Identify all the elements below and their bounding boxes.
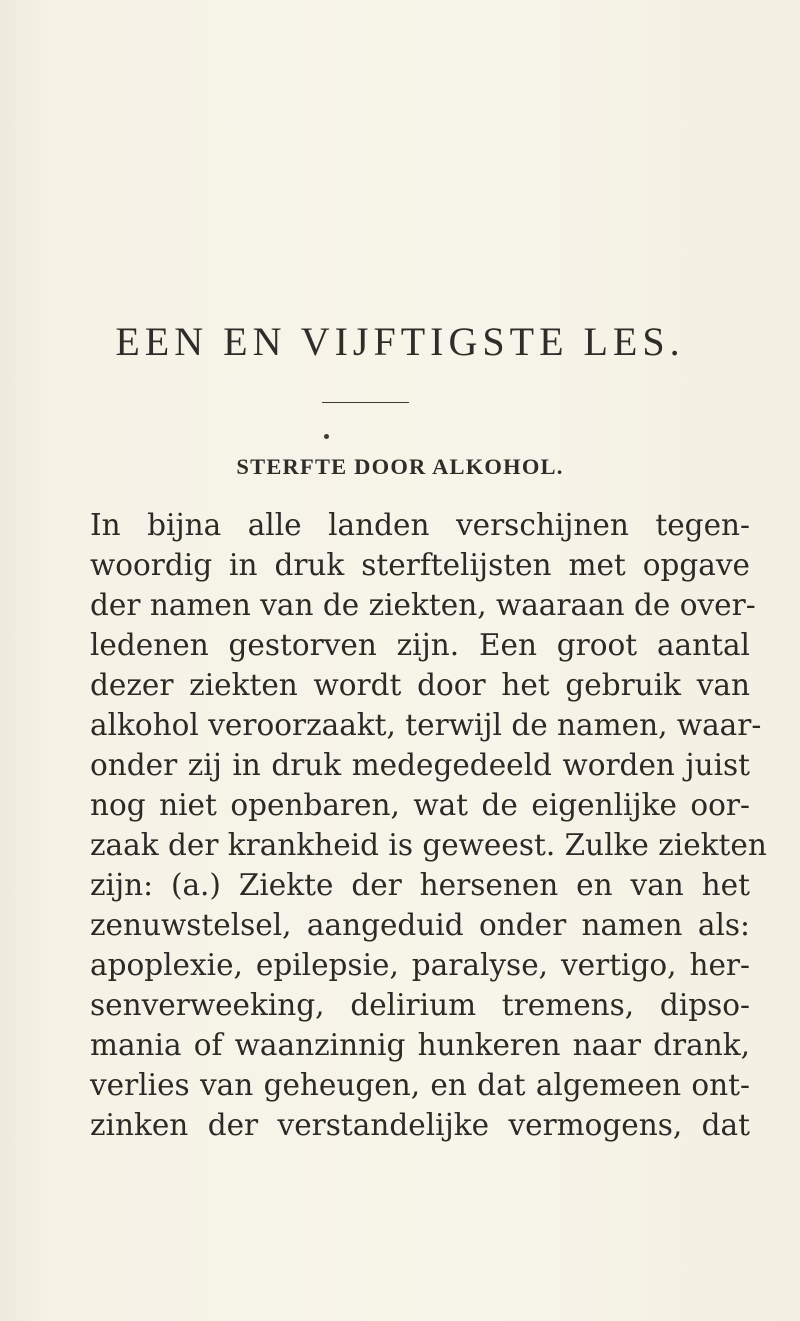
paragraph-line: alkohol veroorzaakt, terwijl de namen, waar- [90,708,762,742]
section-title: STERFTE DOOR ALKOHOL. [236,454,564,479]
lesson-title: EEN EN VIJFTIGSTE LES. [115,319,685,364]
ink-speck [324,434,329,439]
paragraph-line: zinken der verstandelijke vermogens, dat [90,1108,750,1142]
paragraph-line: ledenen gestorven zijn. Een groot aantal [90,628,750,662]
paragraph-line: apoplexie, epilepsie, paralyse, vertigo, her- [90,948,750,982]
paragraph-line: In bijna alle landen verschijnen tegen- [90,508,750,542]
paragraph-line: zijn: (a.) Ziekte der hersenen en van het [90,868,750,902]
paragraph-line: dezer ziekten wordt door het gebruik van [90,668,750,702]
title-divider [322,402,409,403]
paragraph-line: nog niet openbaren, wat de eigenlijke oor- [90,788,750,822]
body-paragraph [90,505,767,1145]
paragraph-line: zenuwstelsel, aangeduid onder namen als: [90,908,750,942]
paragraph-line: zaak der krankheid is geweest. Zulke ziekten [90,828,767,862]
paragraph-line: mania of waanzinnig hunkeren naar drank, [90,1028,750,1062]
paragraph-line: onder zij in druk medegedeeld worden juist [90,748,750,782]
paragraph-line: woordig in druk sterftelijsten met opgave [90,548,750,582]
paragraph-line: verlies van geheugen, en dat algemeen ont- [90,1068,750,1102]
paragraph-line: senverweeking, delirium tremens, dipso- [90,988,750,1022]
paragraph-line: der namen van de ziekten, waaraan de over- [90,588,756,622]
